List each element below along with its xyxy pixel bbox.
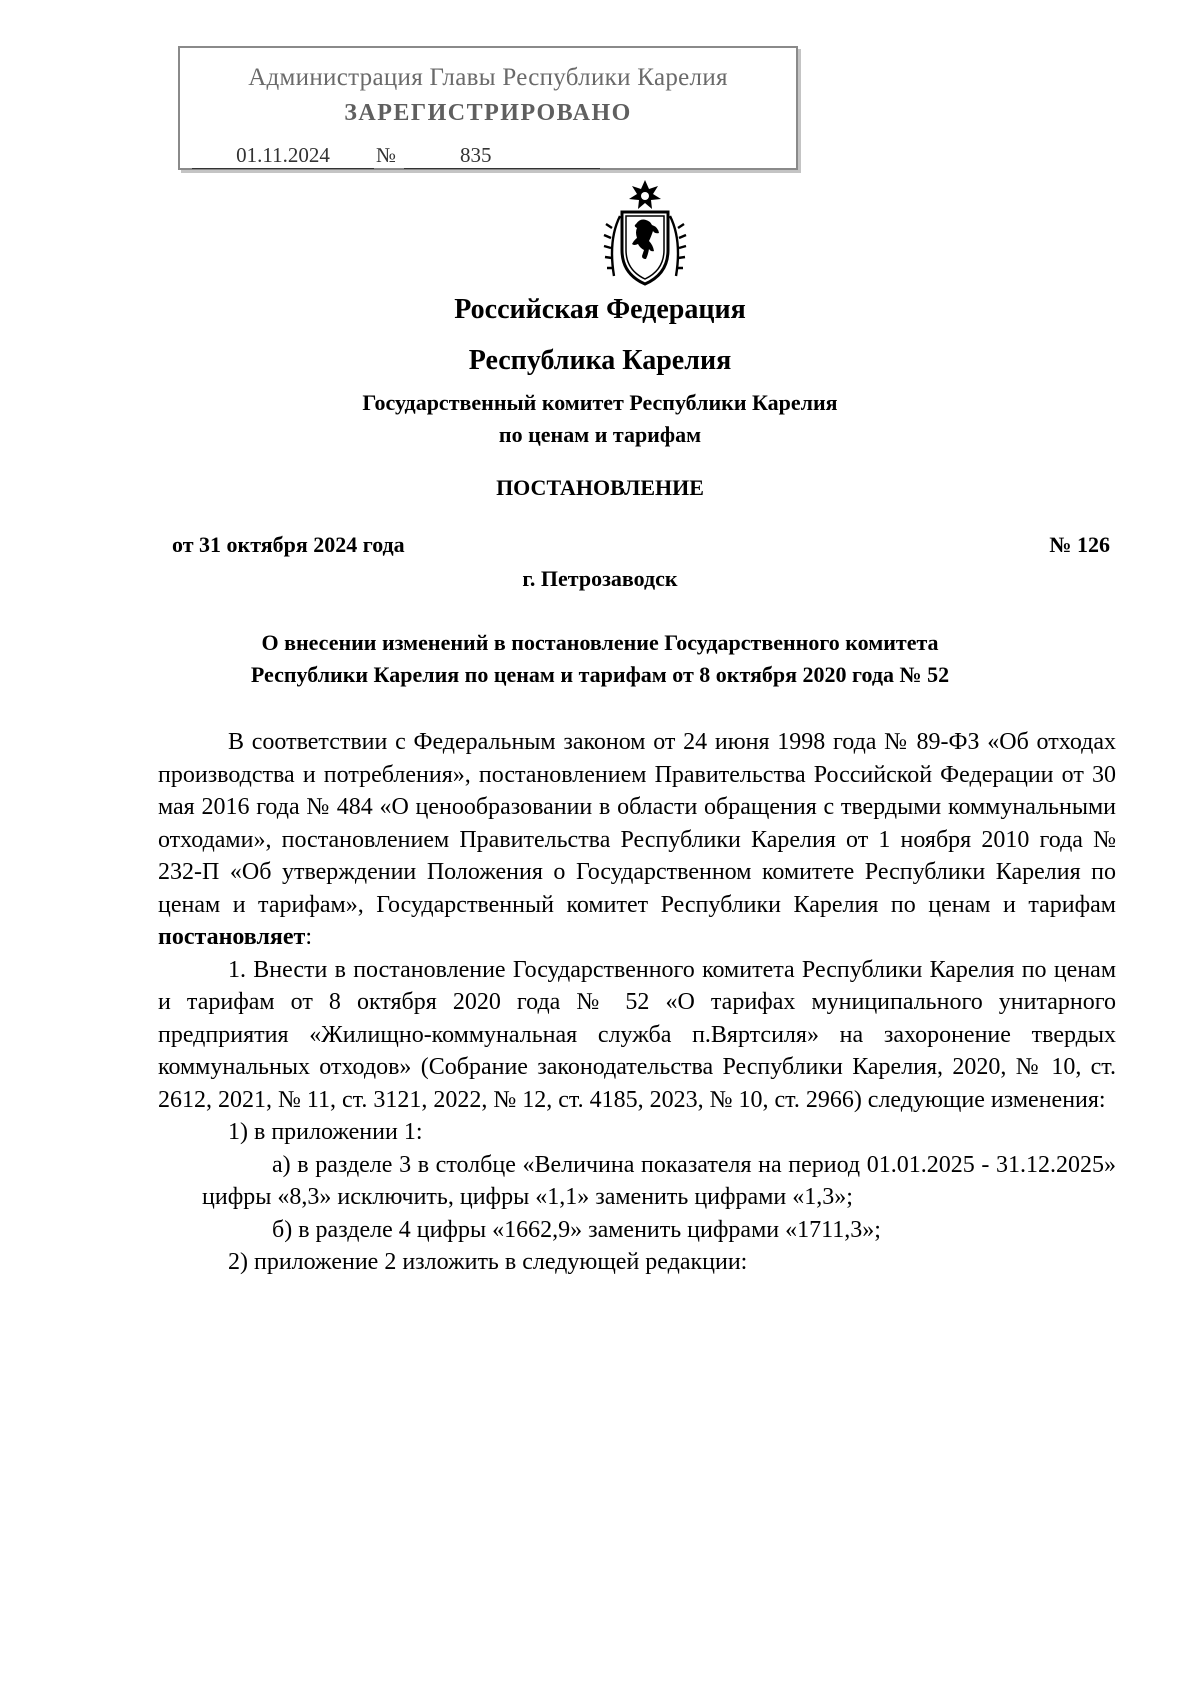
stamp-registration-row xyxy=(180,142,600,170)
country-title: Российская Федерация xyxy=(454,294,746,325)
preamble-text: В соответствии с Федеральным законом от 24 июня 1998 года № 89-ФЗ «Об отходах производства и потребления», постановлением Правительства Российской Федерации от 30 мая 2016 года № 484 «О ценообразовании в области обращения с твердыми коммунальными отходами», постановлением Правительства Республики Карелия от 1 ноября 2010 года № 232-П «Об утверждении Положения о Государственном комитете Республики Карелия по ценам и тарифам», Государственный комитет Республики Карелия по ценам и тарифам xyxy=(158,729,1116,918)
subitem-1b-paragraph: б) в разделе 4 цифры «1662,9» заменить цифрами «1711,3»; xyxy=(272,1216,881,1243)
item-1-paragraph: 1. Внести в постановление Государственного комитета Республики Карелия по ценам и тарифам от 8 октября 2020 года № 52 «О тарифах муниципального унитарного предприятия «Жилищно-коммунальная служба п.Вяртсиля» на захоронение твердых коммунальных отходов» (Собрание законодательства Республики Карелия, 2020, № 10, ст. 2612, 2021, № 11, ст. 3121, 2022, № 12, ст. 4185, 2023, № 10, ст. 2966) следующие изменения: xyxy=(158,956,1116,1113)
stamp-number-label: № xyxy=(376,143,397,167)
stamp-authority: Администрация Главы Республики Карелия xyxy=(248,64,728,91)
stamp-number: 835 xyxy=(404,142,600,169)
preamble-paragraph xyxy=(158,726,1116,954)
document-number: № 126 xyxy=(1049,532,1110,557)
stamp-status: ЗАРЕГИСТРИРОВАНО xyxy=(344,100,632,126)
karelia-coat-of-arms-icon xyxy=(600,180,690,290)
subitem-1a-paragraph: а) в разделе 3 в столбце «Величина показателя на период 01.01.2025 - 31.12.2025» цифры «8,3» исключить, цифры «1,1» заменить цифрами «1,3»; xyxy=(202,1151,1116,1210)
document-type: ПОСТАНОВЛЕНИЕ xyxy=(496,475,704,500)
preamble-bold-verb: постановляет xyxy=(158,924,306,950)
document-city: г. Петрозаводск xyxy=(522,566,678,591)
republic-title: Республика Карелия xyxy=(468,345,732,376)
committee-line-2: по ценам и тарифам xyxy=(498,422,702,447)
document-title-line-2: Республики Карелия по ценам и тарифам от 8 октября 2020 года № 52 xyxy=(250,662,950,687)
document-title-line-1: О внесении изменений в постановление Государственного комитета xyxy=(261,630,939,655)
committee-line-1: Государственный комитет Республики Карелия xyxy=(362,390,838,415)
registration-stamp xyxy=(178,46,798,170)
subitem-1-details xyxy=(158,1149,1116,1247)
subitem-2-paragraph: 2) приложение 2 изложить в следующей редакции: xyxy=(228,1249,748,1275)
document-date: от 31 октября 2024 года xyxy=(172,532,405,557)
document-body xyxy=(158,726,1116,1279)
subitem-1-paragraph: 1) в приложении 1: xyxy=(228,1119,423,1145)
stamp-date: 01.11.2024 xyxy=(192,142,374,169)
preamble-colon: : xyxy=(305,924,312,950)
